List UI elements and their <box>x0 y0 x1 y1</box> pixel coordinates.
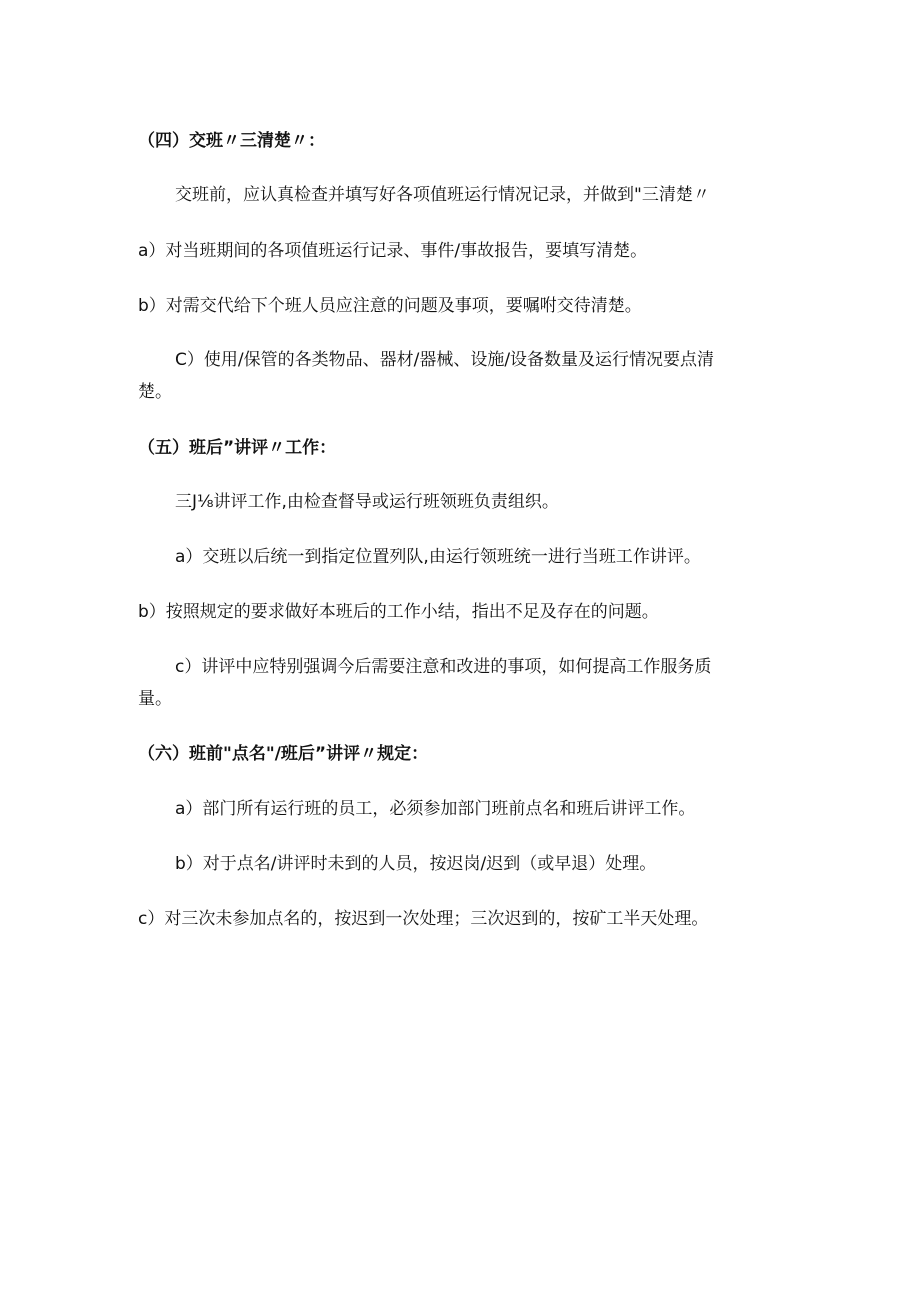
section-4-heading: （四）交班〃三清楚〃： <box>138 131 325 151</box>
section-5-item-a: a）交班以后统一到指定位置列队,由运行领班统一进行当班工作讲评。 <box>175 547 701 567</box>
section-5-item-c-line1: c）讲评中应特别强调今后需要注意和改进的事项，如何提高工作服务质 <box>175 657 712 677</box>
section-6-item-b: b）对于点名/讲评时未到的人员，按迟岗/迟到（或早退）处理。 <box>175 854 657 874</box>
section-4-item-c-line1: C）使用/保管的各类物品、器材/器械、设施/设备数量及运行情况要点清 <box>175 350 715 370</box>
section-4-intro: 交班前，应认真检查并填写好各项值班运行情况记录，并做到"三清楚〃 <box>175 185 710 205</box>
section-6-heading: （六）班前"点名"/班后”讲评〃规定： <box>138 744 429 764</box>
section-4-item-c-line2: 楚。 <box>138 382 172 402</box>
section-5-item-c-line2: 量。 <box>138 689 172 709</box>
section-5-intro: 三J⅛讲评工作,由检查督导或运行班领班负责组织。 <box>175 492 559 512</box>
section-4-item-b: b）对需交代给下个班人员应注意的问题及事项，要嘱咐交待清楚。 <box>138 296 642 316</box>
section-4-item-a: a）对当班期间的各项值班运行记录、事件/事故报告，要填写清楚。 <box>138 241 648 261</box>
section-6-item-a: a）部门所有运行班的员工，必须参加部门班前点名和班后讲评工作。 <box>175 799 696 819</box>
section-6-item-c: c）对三次未参加点名的，按迟到一次处理；三次迟到的，按矿工半天处理。 <box>138 909 709 929</box>
section-5-item-b: b）按照规定的要求做好本班后的工作小结，指出不足及存在的问题。 <box>138 602 659 622</box>
section-5-heading: （五）班后”讲评〃工作： <box>138 438 337 458</box>
